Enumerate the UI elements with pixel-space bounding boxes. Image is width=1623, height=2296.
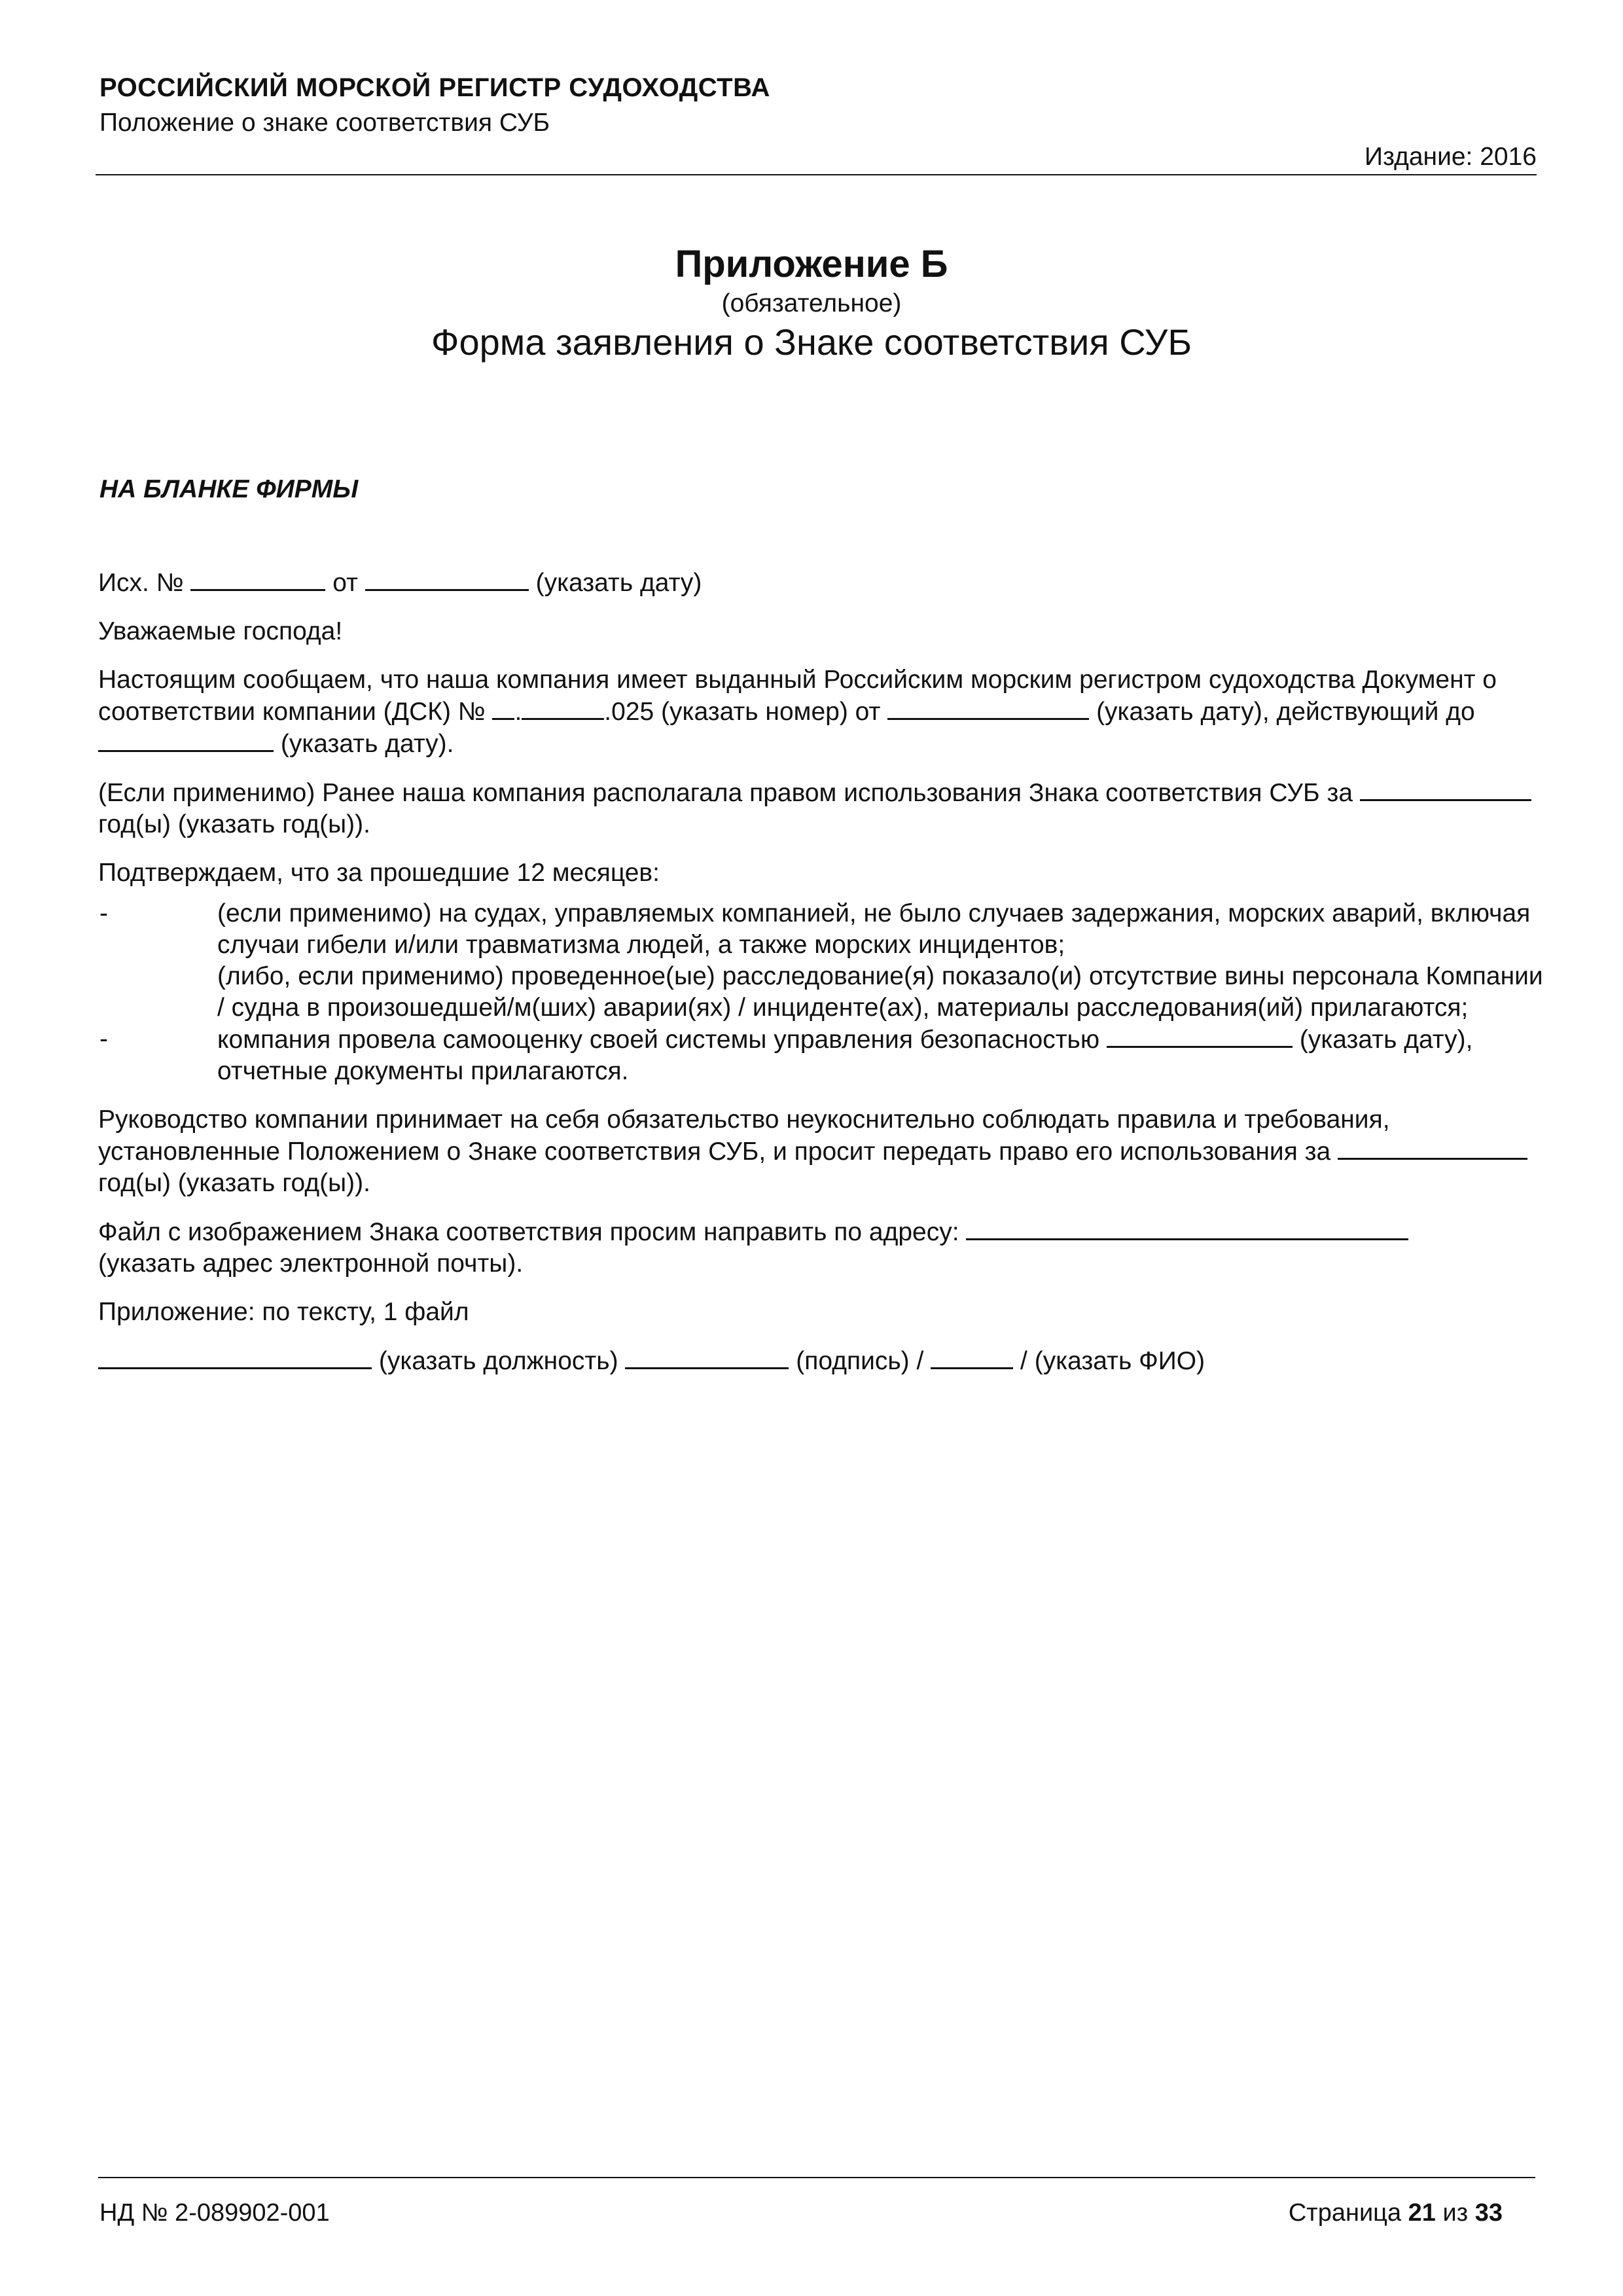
document-subtitle: Положение о знаке соответствия СУБ <box>99 109 550 137</box>
paragraph-email <box>98 1216 1544 1280</box>
page-total: 33 <box>1474 2199 1503 2227</box>
dsk-number-blank-2 <box>522 696 604 720</box>
ref-prefix: Исх. № <box>98 569 184 597</box>
form-title: Форма заявления о Знаке соответствия СУБ <box>431 321 1192 363</box>
p5-text-b: (указать адрес электронной почты). <box>98 1249 524 1278</box>
bullet-text <box>217 898 1544 1024</box>
ref-from: от <box>332 569 358 597</box>
bullet-2-text-b: (указать дату), отчетные документы прилагаются. <box>217 1026 1473 1085</box>
paragraph-attachment: Приложение: по тексту, 1 файл <box>98 1298 469 1326</box>
signature-line <box>98 1345 1544 1377</box>
ref-date-blank <box>365 567 529 591</box>
p4-text-b: год(ы) (указать год(ы)). <box>98 1169 370 1197</box>
bullet-text <box>217 1024 1544 1087</box>
p1-text-b: .025 (указать номер) от <box>604 698 881 726</box>
appendix-title: Приложение Б <box>675 243 948 285</box>
page-label: Страница <box>1288 2199 1402 2227</box>
page-current: 21 <box>1408 2199 1436 2227</box>
reference-line <box>98 567 1544 599</box>
appendix-status: (обязательное) <box>721 289 902 317</box>
full-name-hint: / (указать ФИО) <box>1020 1347 1205 1375</box>
requested-years-blank <box>1338 1136 1527 1160</box>
bullet-item <box>98 898 1544 1024</box>
previous-years-blank <box>1360 777 1531 801</box>
greeting: Уважаемые господа! <box>98 617 343 645</box>
bullet-item <box>98 1024 1544 1087</box>
p2-text-a: (Если применимо) Ранее наша компания располагала правом использования Знака соответствия СУБ за <box>98 779 1353 807</box>
header-rule <box>96 174 1537 175</box>
p5-text-a: Файл с изображением Знака соответствия просим направить по адресу: <box>98 1218 959 1246</box>
bullet-1-line-1: (если применимо) на судах, управляемых компанией, не было случаев задержания, морских аварий, включая случаи гибели и/или травматизма людей, а также морских инцидентов; <box>217 899 1531 959</box>
signature-blank <box>625 1345 789 1369</box>
bullet-dash: - <box>99 899 108 927</box>
p1-text-a: Настоящим сообщаем, что наша компания имеет выданный Российским морским регистром судоходства Документ о соответствии компании (ДСК) № <box>98 666 1497 726</box>
email-address-blank <box>966 1216 1408 1240</box>
ref-date-hint: (указать дату) <box>535 569 702 597</box>
dsk-number-blank-1 <box>492 696 514 720</box>
p1-dot: . <box>514 698 522 726</box>
letterhead-note: НА БЛАНКЕ ФИРМЫ <box>99 475 359 503</box>
bullet-2-text-a: компания провела самооценку своей системы управления безопасностью <box>217 1026 1100 1054</box>
p1-text-c: (указать дату), действующий до <box>1096 698 1475 726</box>
p4-text-a: Руководство компании принимает на себя обязательство неукоснительно соблюдать правила и требования, установленные Положением о Знаке соответствия СУБ, и просит передать право его использования за <box>98 1105 1390 1166</box>
position-blank <box>98 1345 372 1369</box>
full-name-blank <box>931 1345 1013 1369</box>
organization-name: РОССИЙСКИЙ МОРСКОЙ РЕГИСТР СУДОХОДСТВА <box>99 73 770 102</box>
paragraph-obligation <box>98 1104 1544 1199</box>
bullet-1-line-2: (либо, если применимо) проведенное(ые) расследование(я) показало(и) отсутствие вины персонала Компании / судна в произошедшей/м(ших) аварии(ях) / инциденте(ах), материалы расследования(ий) прилагаются; <box>217 962 1543 1022</box>
p2-text-b: год(ы) (указать год(ы)). <box>98 810 370 838</box>
p1-text-d: (указать дату). <box>280 730 454 758</box>
page-of: из <box>1442 2199 1469 2227</box>
dsk-valid-until-blank <box>98 728 274 752</box>
self-assessment-date-blank <box>1107 1024 1293 1048</box>
paragraph-previous-use <box>98 777 1544 840</box>
signature-hint: (подпись) / <box>796 1347 924 1375</box>
signature-position-hint: (указать должность) <box>378 1347 618 1375</box>
paragraph-confirm: Подтверждаем, что за прошедшие 12 месяцев: <box>98 859 660 887</box>
paragraph-dsk <box>98 664 1544 760</box>
footer-page-number <box>1289 2199 1503 2227</box>
ref-number-blank <box>190 567 325 591</box>
letter-body <box>98 567 1544 1394</box>
edition-label: Издание: 2016 <box>1364 143 1537 171</box>
dsk-issue-date-blank <box>887 696 1089 720</box>
footer-rule <box>98 2177 1535 2178</box>
bullet-dash: - <box>99 1025 108 1053</box>
footer-doc-number: НД № 2-089902-001 <box>99 2199 330 2227</box>
